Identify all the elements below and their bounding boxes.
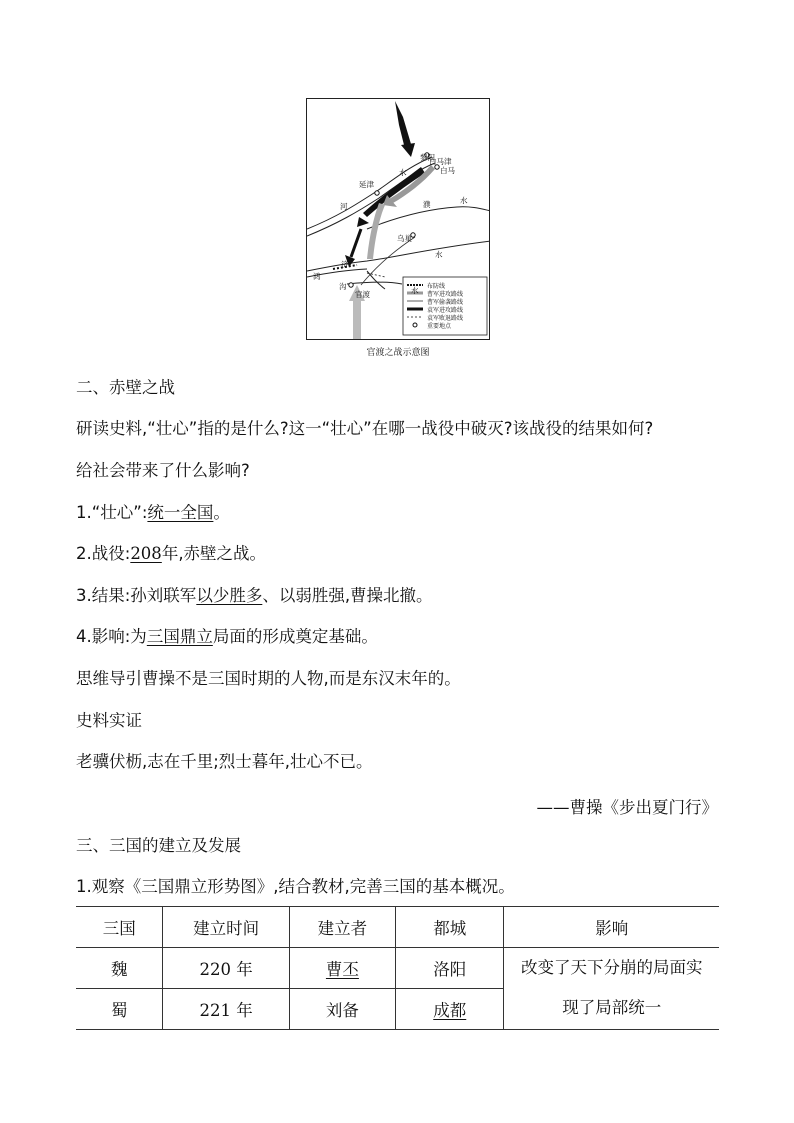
answer-4-prefix: 4.影响:为 — [76, 627, 147, 646]
answer-1-fill: 统一全国 — [147, 503, 214, 522]
section2-question-line1: 研读史料,“壮心”指的是什么?这一“壮心”在哪一战役中破灭?该战役的结果如何? — [76, 419, 654, 438]
col-header-founder: 建立者 — [289, 907, 395, 948]
map-label-wuchao: 乌巢 — [397, 234, 412, 243]
map-label-shui4: 水 — [411, 286, 419, 295]
section2-question-line2: 给社会带来了什么影响? — [76, 461, 250, 480]
answer-1-prefix: 1.“壮心”: — [76, 503, 148, 522]
map-label-hong: 鸿 — [313, 272, 321, 281]
answer-2-prefix: 2.战役: — [76, 544, 131, 563]
map-label-liyang: 黎阳 — [420, 153, 435, 162]
cell-capital-fill: 成都 — [433, 1001, 467, 1020]
cell-year-number: 221 — [199, 1001, 231, 1020]
cell-founder — [289, 948, 395, 989]
cell-capital — [396, 989, 504, 1030]
cell-kingdom: 蜀 — [76, 989, 163, 1030]
answer-4-suffix: 局面的形成奠定基础。 — [212, 627, 378, 646]
map-label-shui1: 水 — [399, 168, 407, 177]
evidence-title: 史料实证 — [76, 711, 142, 730]
col-header-capital: 都城 — [396, 907, 504, 948]
legend-item-important-place: 重要地点 — [427, 323, 452, 330]
map-label-ji: 济 — [341, 260, 349, 269]
answer-3-fill: 以少胜多 — [196, 586, 263, 605]
map-label-shui2: 水 — [460, 196, 468, 205]
impact-line1: 改变了天下分崩的局面实 — [520, 958, 703, 977]
impact-line2: 现了局部统一 — [562, 998, 662, 1017]
col-header-impact: 影响 — [504, 907, 719, 948]
cell-kingdom: 魏 — [76, 948, 163, 989]
section3-instruction: 1.观察《三国鼎立形势图》,结合教材,完善三国的基本概况。 — [76, 877, 515, 896]
evidence-quote: 老骥伏枥,志在千里;烈士暮年,壮心不已。 — [76, 752, 373, 771]
col-header-year: 建立时间 — [163, 907, 289, 948]
cell-founder-fill: 曹丕 — [325, 960, 359, 979]
map-label-he: 河 — [340, 202, 348, 211]
map-label-baimajin: 白马津 — [429, 157, 452, 166]
cell-year-unit: 年 — [236, 1001, 253, 1020]
map-label-pu: 濮 — [423, 200, 431, 209]
table-header-row — [76, 907, 719, 948]
three-kingdoms-table — [76, 906, 719, 1030]
map-label-gou: 沟 — [339, 282, 347, 291]
legend-item-cao-raid: 曹军偷袭路线 — [427, 299, 464, 306]
cell-capital: 洛阳 — [396, 948, 504, 989]
cell-year-number: 220 — [199, 960, 231, 979]
legend-item-yuan-retreat: 袁军败退路线 — [427, 315, 464, 322]
thinking-guide: 思维导引曹操不是三国时期的人物,而是东汉末年的。 — [76, 669, 461, 688]
map-label-guandu: 官渡 — [355, 290, 370, 299]
answer-2-fill: 208 — [130, 544, 162, 563]
map-label-yanjin: 延津 — [359, 180, 374, 189]
answer-1-suffix: 。 — [213, 503, 230, 522]
answer-2-suffix: 年,赤壁之战。 — [161, 544, 267, 563]
cell-year-unit: 年 — [236, 960, 253, 979]
col-header-kingdom: 三国 — [76, 907, 163, 948]
cell-year — [163, 948, 289, 989]
map-label-baima: 白马 — [440, 166, 455, 175]
section3-title: 三、三国的建立及发展 — [76, 836, 241, 855]
answer-4 — [76, 627, 378, 647]
answer-3 — [76, 586, 433, 606]
answer-4-fill: 三国鼎立 — [146, 627, 213, 646]
cell-year — [163, 989, 289, 1030]
guandu-battle-map — [306, 98, 490, 340]
map-label-shui3: 水 — [435, 250, 443, 259]
section2-title: 二、赤壁之战 — [76, 378, 175, 397]
answer-1 — [76, 503, 230, 523]
answer-3-suffix: 、以弱胜强,曹操北撤。 — [262, 586, 433, 605]
legend-item-cao-attack: 曹军进攻路线 — [427, 291, 464, 298]
cell-founder: 刘备 — [289, 989, 395, 1030]
legend-item-defense-line: 布防线 — [427, 283, 446, 290]
answer-3-prefix: 3.结果:孙刘联军 — [76, 586, 197, 605]
quote-source: ——曹操《步出夏门行》 — [536, 798, 718, 817]
legend-item-yuan-attack: 袁军进攻路线 — [427, 307, 464, 314]
cell-impact — [504, 948, 719, 1030]
map-caption: 官渡之战示意图 — [366, 348, 430, 358]
table-row — [76, 948, 719, 989]
answer-2 — [76, 544, 266, 564]
